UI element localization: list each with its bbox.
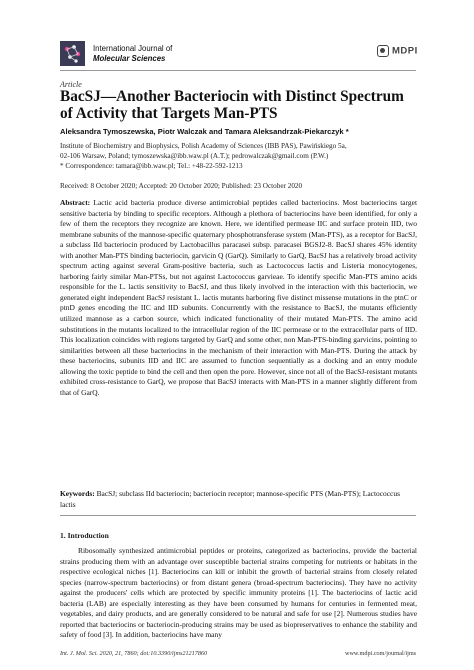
- affiliation-line2: 02-106 Warsaw, Poland; tymoszewska@ibb.waw.pl (A.T.); pedrowalczak@gmail.com (P.W.): [60, 152, 329, 161]
- journal-url[interactable]: www.mdpi.com/journal/ijms: [345, 650, 417, 657]
- ijms-logo-icon: [60, 41, 85, 66]
- keywords-label: Keywords:: [60, 489, 95, 498]
- citation-footer: Int. J. Mol. Sci. 2020, 21, 7860; doi:10.3390/ijms21217860: [60, 650, 208, 657]
- correspondence: * Correspondence: tamara@ibb.waw.pl; Tel.: +48-22-592-1213: [60, 162, 243, 171]
- journal-line2: Molecular Sciences: [93, 53, 166, 63]
- intro-paragraph: Ribosomally synthesized antimicrobial peptides or proteins, categorized as bacteriocins, provide the bacterial strains producing them with an advantage over susceptible bacterial strains competing for nutrients or habitats in the respective ecological niches [1]. Bacteriocins can kill or inhibit the growth of bacterial strains from closely related species (narrow-spectrum bacteriocins) or from distant genera (broad-spectrum bacteriocins). They have no activity against the producers' cells which are protected by specific immunity proteins [1]. The bacteriocins of lactic acid bacteria (LAB) are especially interesting as they have been consumed by humans for centuries in fermented meat, vegetables, and dairy products, and are generally considered to be natural and safe for use [2]. Numerous studies have reported that bacteriocins or bacteriocin-producing strains may be used as biopreservatives to enhance the stability and safety of food [3]. In addition, bacteriocins have many: [60, 546, 417, 640]
- journal-name: [93, 44, 172, 63]
- publication-dates: Received: 8 October 2020; Accepted: 20 October 2020; Published: 23 October 2020: [60, 182, 303, 190]
- journal-line1: International Journal of: [93, 44, 173, 53]
- authors: Aleksandra Tymoszewska, Piotr Walczak and Tamara Aleksandrzak-Piekarczyk *: [60, 127, 349, 136]
- section-heading: 1. Introduction: [60, 531, 109, 540]
- keywords-divider: [60, 515, 416, 516]
- publisher-logo: [377, 45, 418, 57]
- abstract-text: Lactic acid bacteria produce diverse antimicrobial peptides called bacteriocins. Most bacteriocins target sensitive bacteria by binding to specific receptors. Although a plethora of bacteriocins have been identified, for only a few of them the receptors they recognize are known. Here, we identified permease IIC and surface protein IID, two membrane subunits of the mannose-specific quaternary phosphotransferase system (Man-PTS), as a receptor for BacSJ, a subclass IId bacteriocin produced by Lactobacillus paracasei subsp. paracasei BGSJ2-8. BacSJ shares 45% identity with another Man-PTS binding bacteriocin, garvicin Q (GarQ). Similarly to GarQ, BacSJ has a relatively broad activity spectrum acting against several Gram-positive bacteria, such as Lactococcus lactis and Listeria monocytogenes, harboring fairly similar Man-PTSs, but not against Lactococcus garvieae. To identify specific Man-PTS amino acids responsible for the L. lactis sensitivity to BacSJ, and thus likely involved in the interaction with this bacteriocin, we generated eight independent BacSJ resistant L. lactis mutants harboring five distinct missense mutations in the ptnC or ptnD genes encoding the IIC and IID subunits. Concurrently with the resistance to BacSJ, the mutants efficiently utilized mannose as a carbon source, which indicated functionality of their mutated Man-PTS. The amino acid substitutions in the mutants localized to the intracellular region of the IIC permease or to the extracellular parts of IID. This localization coincides with regions targeted by GarQ and some other, non Man-PTS-binding garvicins, pointing to similarities between all these bacteriocins in the mechanism of their interaction with Man-PTS. During the attack by these bacteriocins, subunits IID and IIC are assumed to function sequentially as a docking and an entry module allowing the toxic peptide to bind the cell and then open the pore. However, since not all of the BacSJ-resistant mutants exhibited cross-resistance to GarQ, we propose that BacSJ interacts with Man-PTS in a manner slightly different from that of GarQ.: [60, 198, 418, 397]
- header-divider: [60, 70, 416, 71]
- abstract: [60, 198, 417, 398]
- article-type: Article: [60, 80, 82, 89]
- mdpi-badge-icon: [377, 45, 389, 57]
- keywords-text: BacSJ; subclass IId bacteriocin; bacteriocin receptor; mannose-specific PTS (Man-PTS); Lactococcus lactis: [60, 489, 400, 509]
- publisher-name: MDPI: [392, 45, 418, 57]
- affiliation: [60, 141, 420, 172]
- keywords: [60, 489, 417, 510]
- affiliation-line1: Institute of Biochemistry and Biophysics, Polish Academy of Sciences (IBB PAS), Pawińskiego 5a,: [60, 142, 347, 150]
- paper-title: BacSJ—Another Bacteriocin with Distinct Spectrum of Activity that Targets Man-PTS: [60, 88, 404, 122]
- abstract-label: Abstract:: [60, 198, 91, 207]
